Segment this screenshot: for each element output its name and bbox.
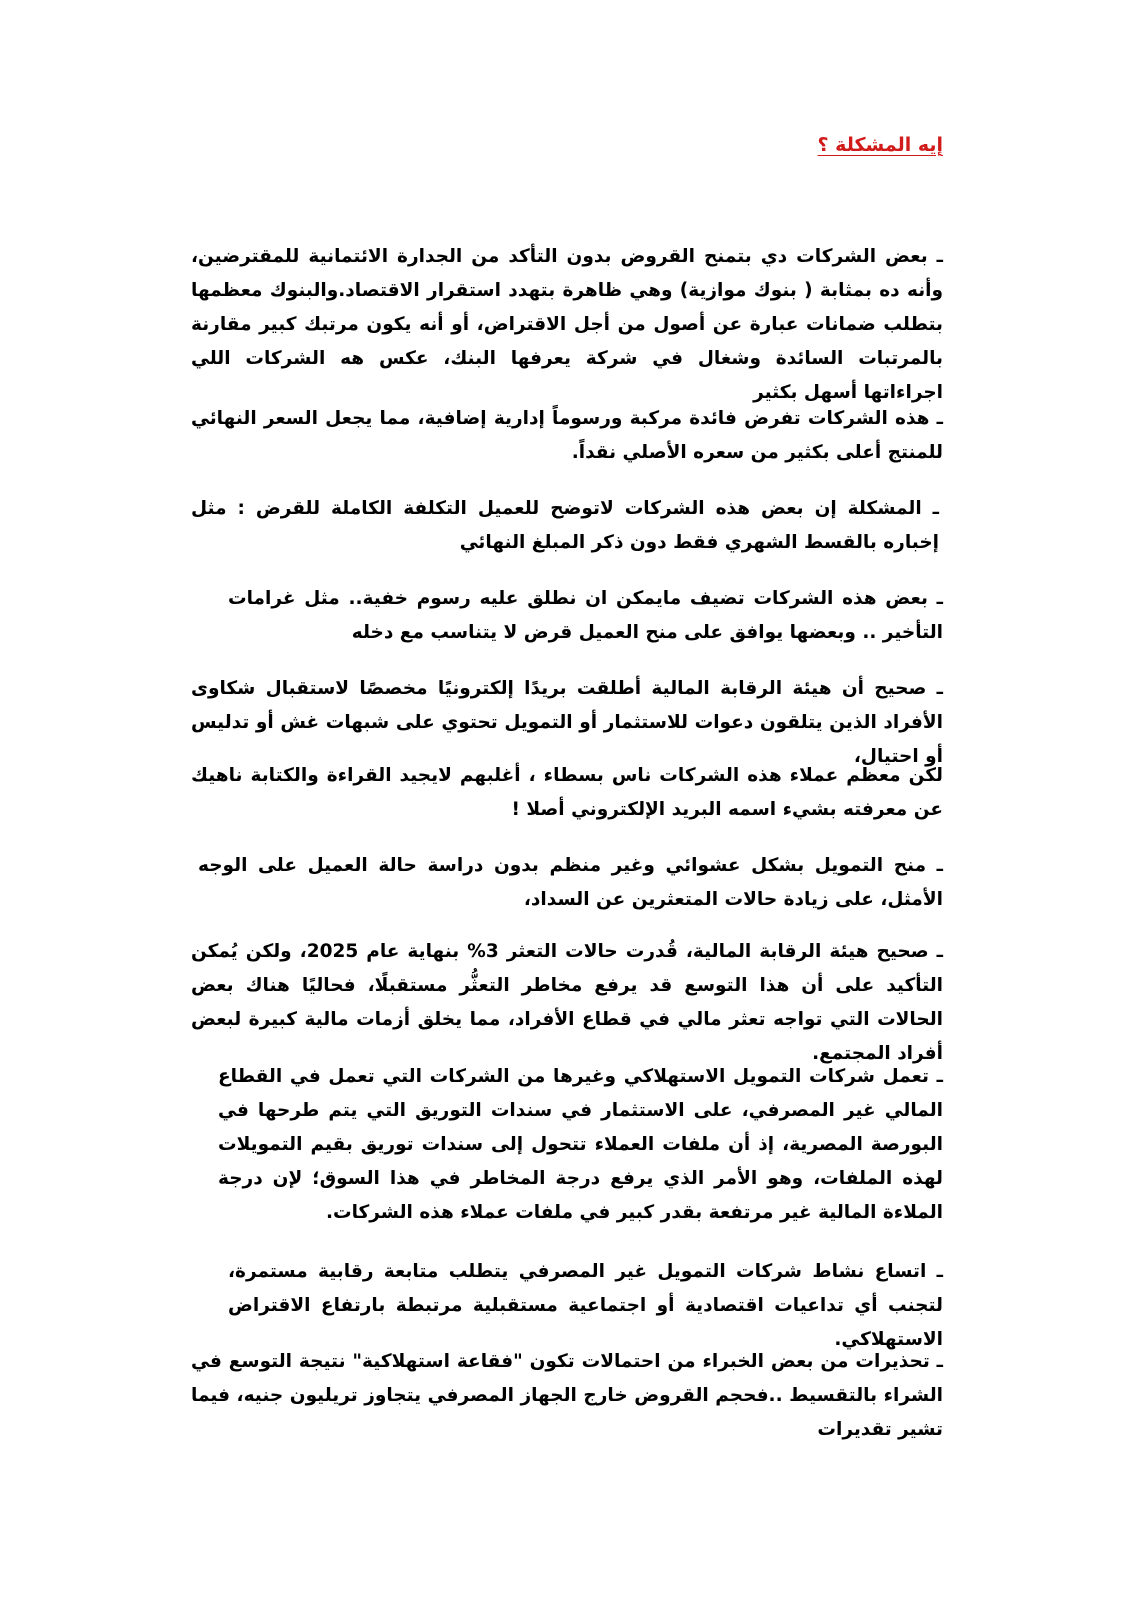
paragraph: ـ اتساع نشاط شركات التمويل غير المصرفي يتطلب متابعة رقابية مستمرة، لتجنب أي تداعيات اقتصادية أو اجتماعية مستقبلية مرتبطة بارتفاع الاقتراض الاستهلاكي. <box>228 1261 943 1350</box>
paragraph: ـ صحيح هيئة الرقابة المالية، قُدرت حالات التعثر 3% بنهاية عام 2025، ولكن يُمكن التأكيد على أن هذا التوسع قد يرفع مخاطر التعثُّر مستقبلًا، فحاليًا هناك بعض الحالات التي تواجه تعثر مالي في قطاع الأفراد، مما يخلق أزمات مالية كبيرة لبعض أفراد المجتمع. <box>191 941 943 1064</box>
paragraph: ـ بعض هذه الشركات تضيف مايمكن ان نطلق عليه رسوم خفية.. مثل غرامات التأخير .. وبعضها يوافق على منح العميل قرض لا يتناسب مع دخله <box>228 588 943 643</box>
paragraph: ـ المشكلة إن بعض هذه الشركات لاتوضح للعميل التكلفة الكاملة للقرض : مثل إخباره بالقسط الشهري فقط دون ذكر المبلغ النهائي <box>191 498 939 553</box>
paragraph: ـ تحذيرات من بعض الخبراء من احتمالات تكون "فقاعة استهلاكية" نتيجة التوسع في الشراء بالتقسيط ..فحجم القروض خارج الجهاز المصرفي يتجاوز تريليون جنيه، فيما تشير تقديرات <box>191 1351 943 1440</box>
paragraph: ـ بعض الشركات دي بتمنح القروض بدون التأكد من الجدارة الائتمانية للمقترضين، وأنه ده بمثابة ( بنوك موازية) وهي ظاهرة بتهدد استقرار الاقتصاد.والبنوك معظمها بتطلب ضمانات عبارة عن أصول من أجل الاقتراض، أو أنه يكون مرتبك كبير مقارنة بالمرتبات السائدة وشغال في شركة يعرفها البنك، عكس هه الشركات اللي اجراءاتها أسهل بكثير <box>191 246 943 403</box>
paragraph: ـ صحيح أن هيئة الرقابة المالية أطلقت بريدًا إلكترونيًا مخصصًا لاستقبال شكاوى الأفراد الذين يتلقون دعوات للاستثمار أو التمويل تحتوي على شبهات غش أو تدليس أو احتيال، <box>191 678 943 767</box>
paragraph: ـ منح التمويل بشكل عشوائي وغير منظم بدون دراسة حالة العميل على الوجه الأمثل، على زيادة حالات المتعثرين عن السداد، <box>198 855 943 910</box>
paragraph: ـ تعمل شركات التمويل الاستهلاكي وغيرها من الشركات التي تعمل في القطاع المالي غير المصرفي، على الاستثمار في سندات التوريق التي يتم طرحها في البورصة المصرية، إذ أن ملفات العملاء تتحول إلى سندات توريق بقيم التمويلات لهذه الملفات، وهو الأمر الذي يرفع درجة المخاطر في هذا السوق؛ لإن درجة الملاءة المالية غير مرتفعة بقدر كبير في ملفات عملاء هذه الشركات. <box>218 1066 943 1223</box>
paragraph: لكن معظم عملاء هذه الشركات ناس بسطاء ، أغلبهم لايجيد القراءة والكتابة ناهيك عن معرفته بشيء اسمه البريد الإلكتروني أصلا ! <box>191 765 943 820</box>
document-heading: إيه المشكلة ؟ <box>817 134 943 156</box>
paragraph: ـ هذه الشركات تفرض فائدة مركبة ورسوماً إدارية إضافية، مما يجعل السعر النهائي للمنتج أعلى بكثير من سعره الأصلي نقداً. <box>191 408 943 463</box>
